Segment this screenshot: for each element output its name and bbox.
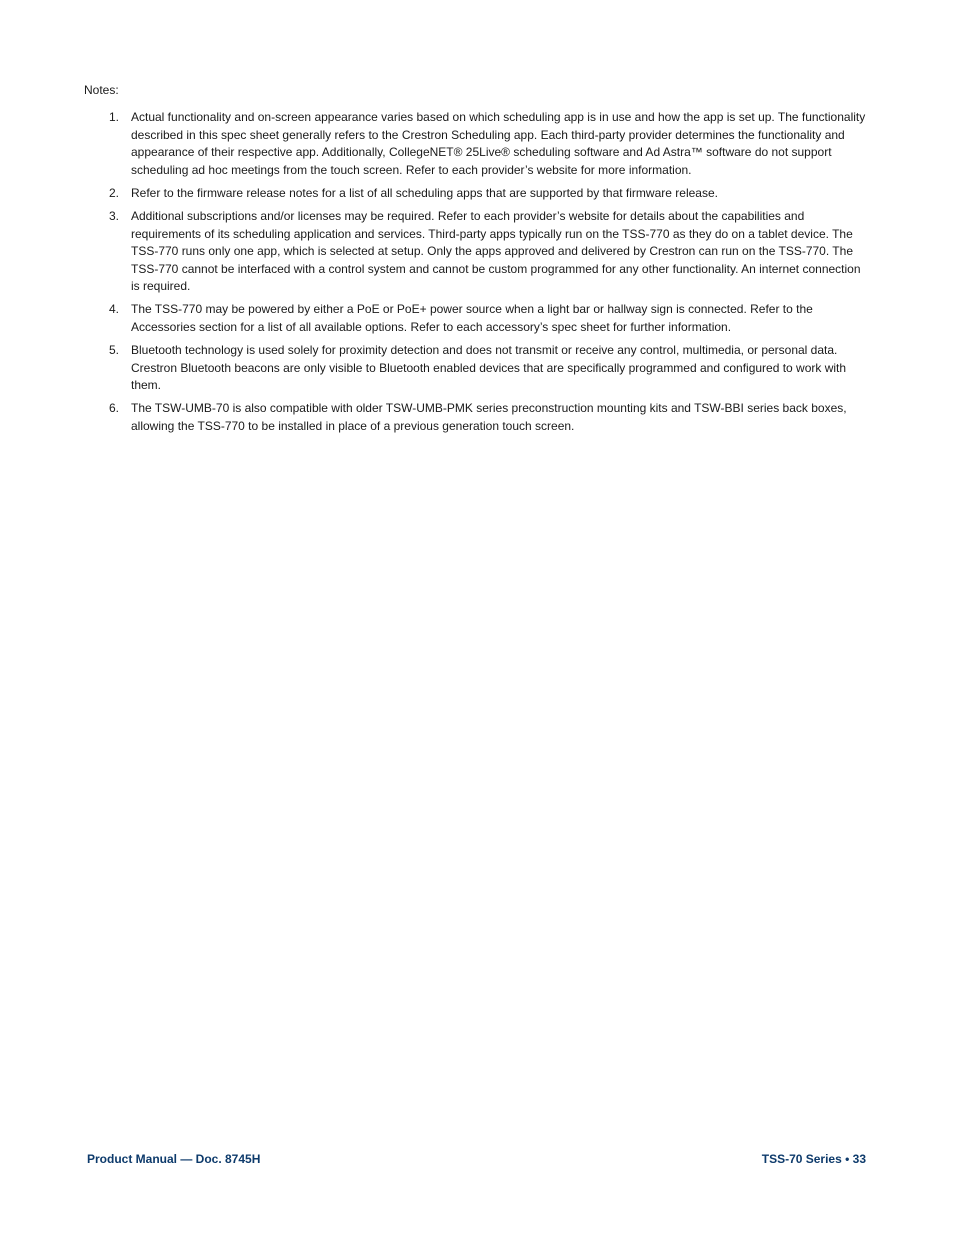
note-item (84, 301, 868, 336)
note-item (84, 109, 868, 179)
note-number: 2. (109, 185, 120, 200)
note-text: Additional subscriptions and/or licenses may be required. Refer to each provider’s website for details about the capabilities and requirements of its scheduling application and services. Third-party apps typically run on the TSS-770 as they do on a tablet device. The TSS-770 runs only one app, which is selected at setup. Only the apps approved and delivered by Crestron can run on the TSS-770. The TSS-770 cannot be interfaced with a control system and cannot be custom programmed for any other functionality. An internet connection is required. (131, 208, 861, 294)
note-text: Bluetooth technology is used solely for proximity detection and does not transmit or receive any control, multimedia, or personal data. Crestron Bluetooth beacons are only visible to Bluetooth enabled devices that are specifically programmed and configured to work with them. (131, 343, 847, 393)
footer-page-number: TSS-70 Series • 33 (761, 1152, 866, 1166)
note-text: The TSW-UMB-70 is also compatible with older TSW-UMB-PMK series preconstruction mounting kits and TSW-BBI series back boxes, allowing the TSS-770 to be installed in place of a previous generation touch screen. (131, 401, 847, 433)
note-item (84, 208, 868, 296)
note-text: Actual functionality and on-screen appearance varies based on which scheduling app is in use and how the app is set up. The functionality described in this spec sheet generally refers to the Crestron Scheduling app. Each third-party provider determines the functionality and appearance of their respective app. Additionally, CollegeNET® 25Live® scheduling software and Ad Astra™ software do not support scheduling ad hoc meetings from the touch screen. Refer to each provider’s website for more information. (131, 110, 866, 177)
notes-list (84, 109, 868, 441)
note-number: 3. (109, 208, 120, 223)
notes-heading: Notes: (84, 83, 119, 97)
note-item (84, 185, 868, 203)
note-text: The TSS-770 may be powered by either a PoE or PoE+ power source when a light bar or hallway sign is connected. Refer to the Accessories section for a list of all available options. Refer to each accessory’s spec sheet for further information. (131, 302, 813, 335)
note-number: 5. (109, 343, 120, 358)
footer-doc-reference: Product Manual — Doc. 8745H (87, 1152, 261, 1166)
note-number: 4. (109, 302, 120, 317)
note-text: Refer to the firmware release notes for a list of all scheduling apps that are supported by that firmware release. (131, 185, 718, 200)
note-number: 1. (109, 110, 120, 124)
note-number: 6. (109, 401, 120, 416)
note-item (84, 400, 868, 435)
note-item (84, 342, 868, 395)
